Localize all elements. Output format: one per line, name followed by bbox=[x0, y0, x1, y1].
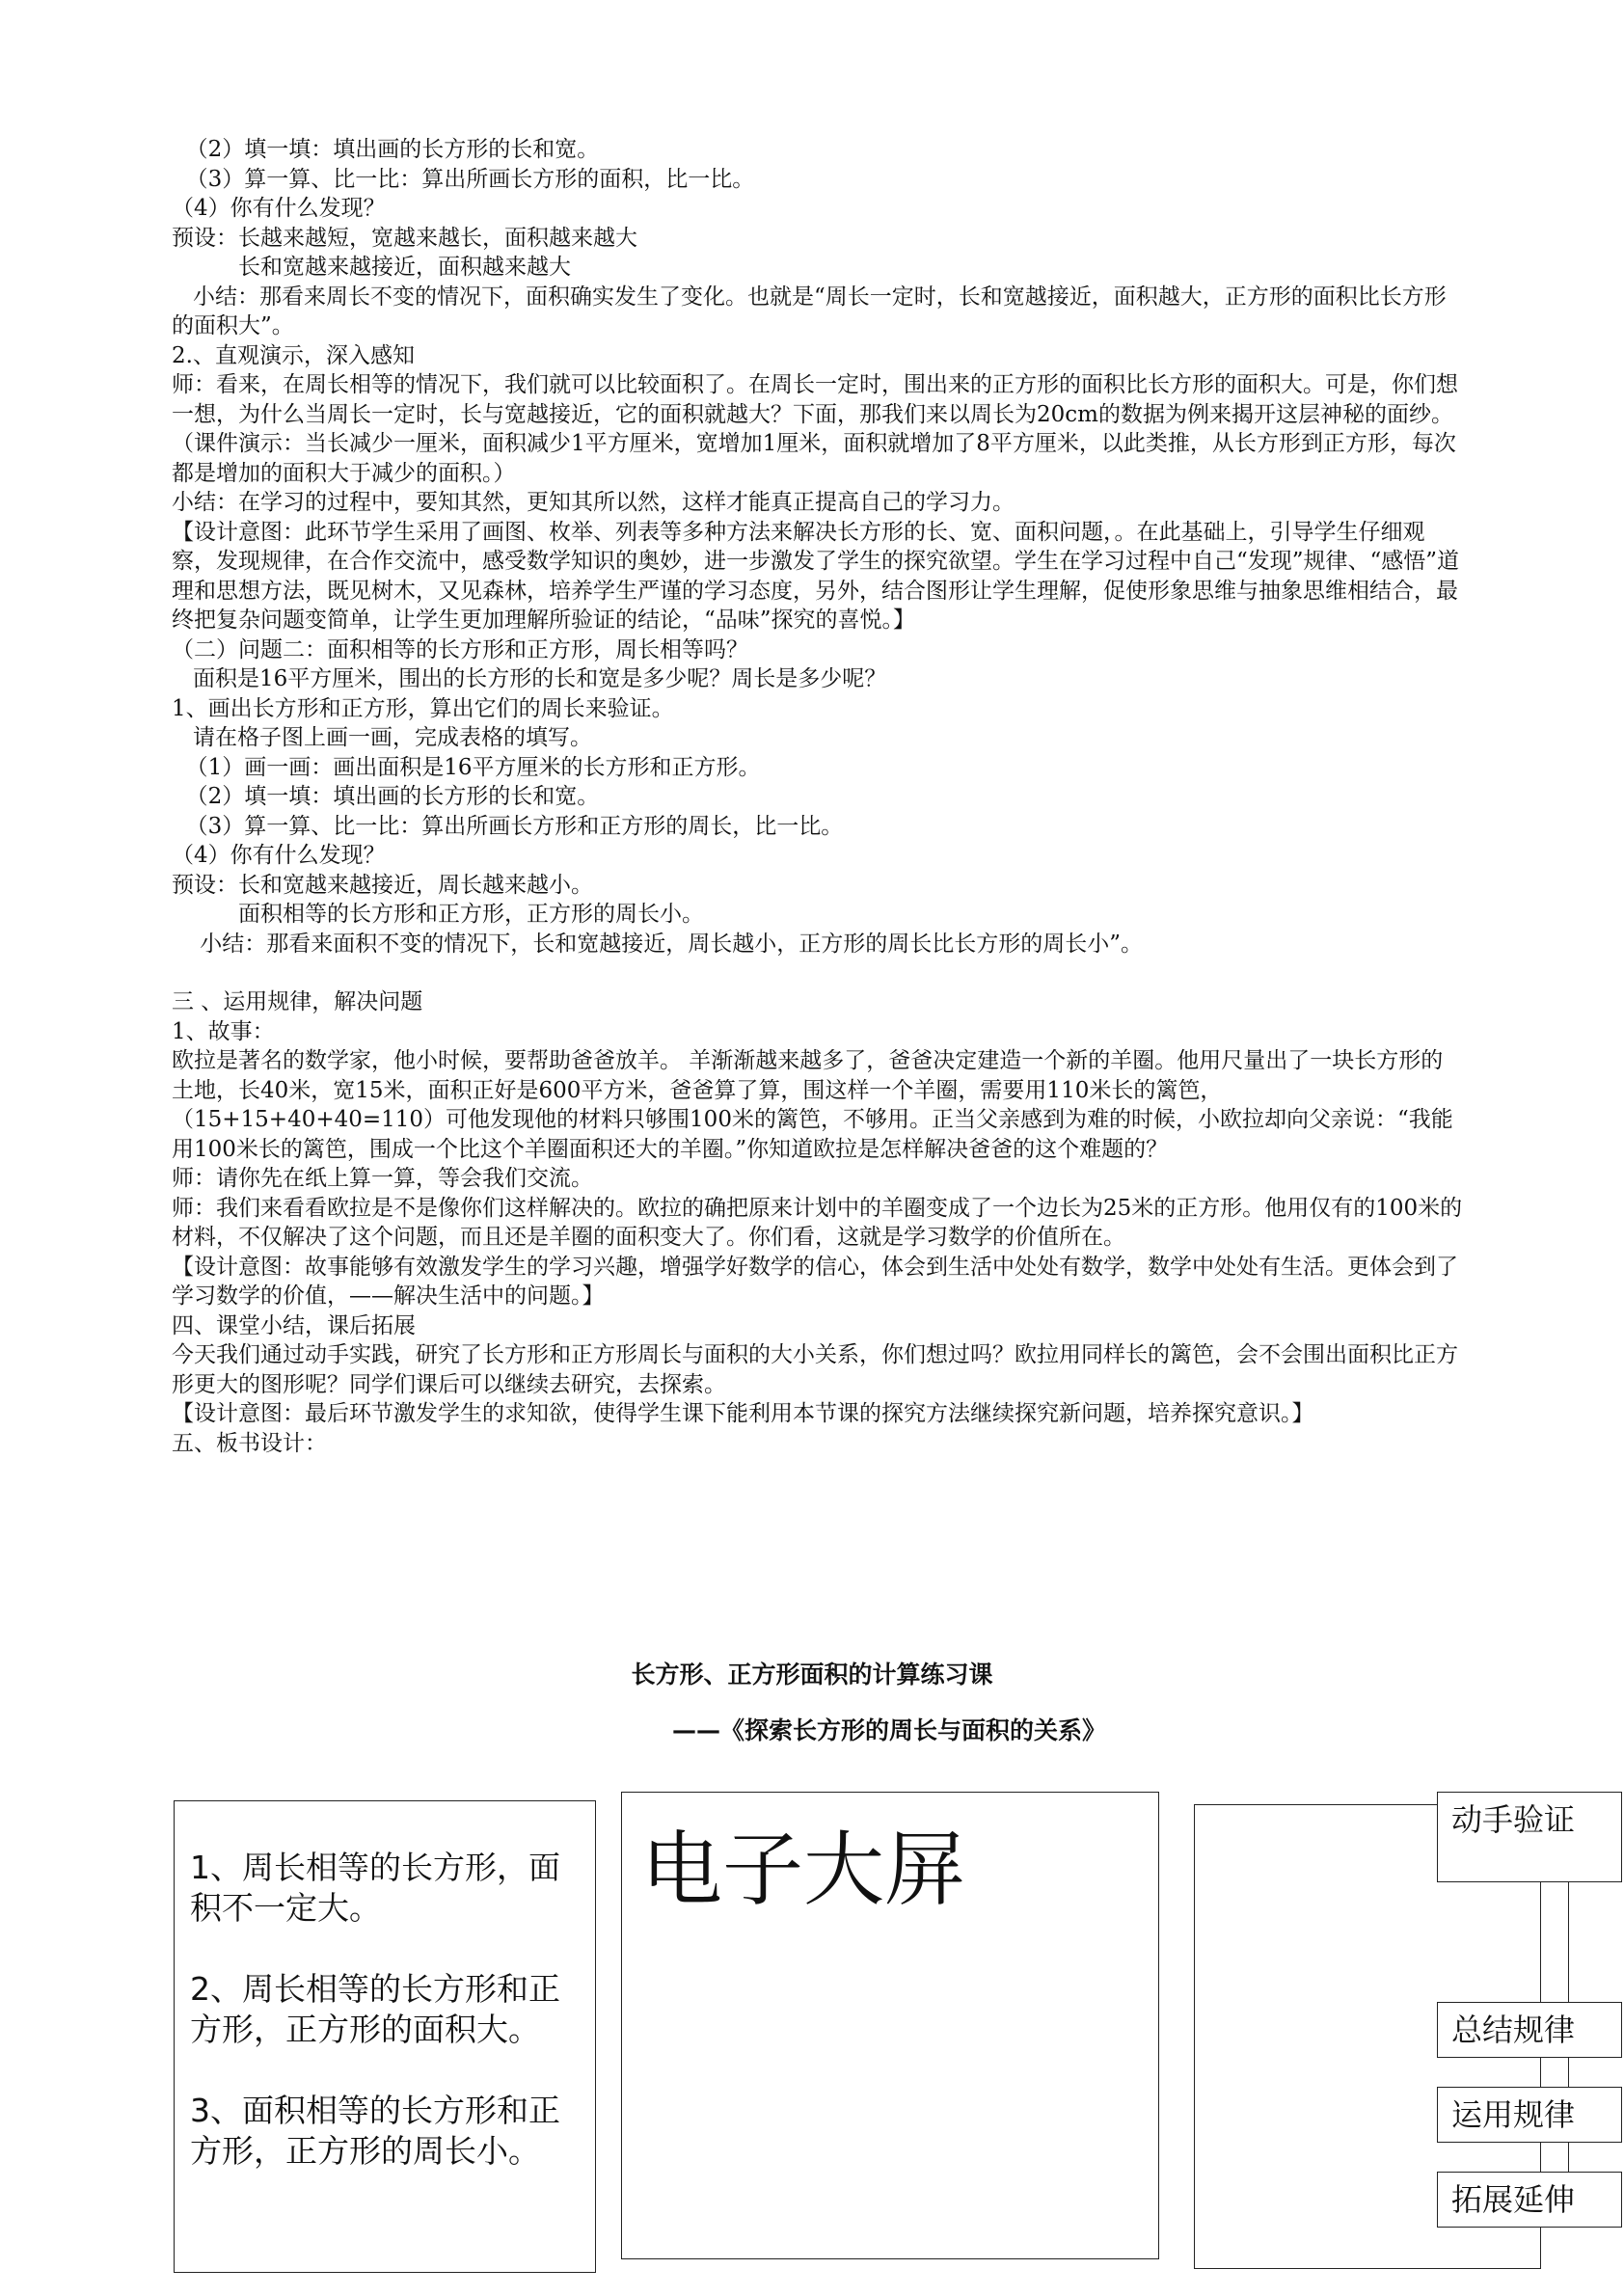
paragraph: 【设计意图：此环节学生采用了画图、枚举、列表等多种方法来解决长方形的长、宽、面积问题，。在此基础上，引导学生仔细观察，发现规律，在合作交流中，感受数学知识的奥妙，进一步激发了学生的探究欲望。学生在学习过程中自己“发现”规律、“感悟”道理和思想方法，既见树木，又见森林，培养学生严谨的学习态度，另外，结合图形让学生理解，促使形象思维与抽象思维相结合，最终把复杂问题变简单，让学生更加理解所验证的结论，“品味”探究的喜悦。】 bbox=[172, 519, 1460, 633]
paragraph: 2.、直观演示，深入感知 bbox=[172, 342, 415, 368]
paragraph: 1、故事： bbox=[172, 1018, 275, 1044]
paragraph: 小结：在学习的过程中，要知其然，更知其所以然，这样才能真正提高自己的学习力。 bbox=[172, 490, 1015, 515]
paragraph: （2）填一填：填出画的长方形的长和宽。 bbox=[172, 784, 600, 809]
board-title: 长方形、正方形面积的计算练习课 bbox=[631, 1661, 993, 1688]
flow-step-verify: 动手验证 bbox=[1437, 1792, 1622, 1882]
electronic-screen-box bbox=[621, 1792, 1159, 2259]
paragraph: 五、板书设计： bbox=[172, 1430, 327, 1456]
paragraph: 师：请你先在纸上算一算，等会我们交流。 bbox=[172, 1166, 593, 1191]
screen-label: 电子大屏 bbox=[641, 1823, 966, 1917]
rule-1: 1、周长相等的长方形，面积不一定大。 bbox=[190, 1849, 560, 1927]
paragraph: 欧拉是著名的数学家，他小时候，要帮助爸爸放羊。 羊渐渐越来越多了，爸爸决定建造一个新的羊圈。他用尺量出了一块长方形的土地，长40米，宽15米，面积正好是600平方米，爸爸算了算，围这样一个羊圈，需要用110米长的篱笆，（15+15+40+40=110）可他发现他的材料只够围100米的篱笆，不够用。正当父亲感到为难的时候，小欧拉却向父亲说：“我能用100米长的篱笆，围成一个比这个羊圈面积还大的羊圈。”你知道欧拉是怎样解决爸爸的这个难题的？ bbox=[172, 1048, 1453, 1162]
flow-connector bbox=[1568, 2143, 1569, 2172]
rules-box bbox=[174, 1800, 596, 2273]
lesson-text bbox=[172, 135, 1464, 1458]
paragraph: （2）填一填：填出画的长方形的长和宽。 bbox=[172, 137, 600, 162]
paragraph: 师：我们来看看欧拉是不是像你们这样解决的。欧拉的确把原来计划中的羊圈变成了一个边长为25米的正方形。他用仅有的100米的材料，不仅解决了这个问题，而且还是羊圈的面积变大了。你们看，这就是学习数学的价值所在。 bbox=[172, 1195, 1463, 1250]
paragraph: 【设计意图：最后环节激发学生的求知欲，使得学生课下能利用本节课的探究方法继续探究新问题，培养探究意识。】 bbox=[172, 1401, 1314, 1426]
paragraph: 长和宽越来越接近，面积越来越大 bbox=[172, 255, 571, 280]
board-subtitle: ——《探索长方形的周长与面积的关系》 bbox=[671, 1716, 1106, 1744]
paragraph: （1）画一画：画出面积是16平方厘米的长方形和正方形。 bbox=[172, 754, 761, 780]
paragraph: （4）你有什么发现？ bbox=[172, 843, 386, 868]
paragraph bbox=[172, 959, 1464, 987]
rule-2: 2、周长相等的长方形和正方形，正方形的面积大。 bbox=[190, 1970, 560, 2048]
flow-step-extend: 拓展延伸 bbox=[1437, 2172, 1622, 2228]
paragraph: 面积是16平方厘米，围出的长方形的长和宽是多少呢？周长是多少呢？ bbox=[172, 666, 887, 691]
paragraph: 四、课堂小结，课后拓展 bbox=[172, 1312, 416, 1338]
paragraph: （4）你有什么发现？ bbox=[172, 196, 386, 221]
flow-step-apply: 运用规律 bbox=[1437, 2087, 1622, 2143]
paragraph: 小结：那看来周长不变的情况下，面积确实发生了变化。也就是“周长一定时，长和宽越接近，面积越大，正方形的面积比长方形的面积大”。 bbox=[172, 284, 1447, 338]
rule-3: 3、面积相等的长方形和正方形，正方形的周长小。 bbox=[190, 2092, 560, 2170]
paragraph: 预设：长越来越短，宽越来越长，面积越来越大 bbox=[172, 225, 637, 251]
paragraph: 师：看来，在周长相等的情况下，我们就可以比较面积了。在周长一定时，围出来的正方形的面积比长方形的面积大。可是，你们想一想，为什么当周长一定时，长与宽越接近，它的面积就越大？下面，那我们来以周长为20cm的数据为例来揭开这层神秘的面纱。（课件演示：当长减少一厘米，面积减少1平方厘米，宽增加1厘米，面积就增加了8平方厘米，以此类推，从长方形到正方形，每次都是增加的面积大于减少的面积。） bbox=[172, 372, 1458, 486]
paragraph: 【设计意图：故事能够有效激发学生的学习兴趣，增强学好数学的信心，体会到生活中处处有数学，数学中处处有生活。更体会到了学习数学的价值，——解决生活中的问题。】 bbox=[172, 1254, 1458, 1309]
paragraph: 1、画出长方形和正方形，算出它们的周长来验证。 bbox=[172, 695, 674, 721]
paragraph: （3）算一算、比一比：算出所画长方形的面积，比一比。 bbox=[172, 166, 755, 192]
paragraph: （二）问题二：面积相等的长方形和正方形，周长相等吗？ bbox=[172, 636, 748, 662]
paragraph: 面积相等的长方形和正方形，正方形的周长小。 bbox=[172, 902, 704, 927]
flow-connector bbox=[1568, 2058, 1569, 2087]
paragraph: 今天我们通过动手实践，研究了长方形和正方形周长与面积的大小关系，你们想过吗？欧拉用同样长的篱笆，会不会围出面积比正方形更大的图形呢？同学们课后可以继续去研究，去探索。 bbox=[172, 1342, 1458, 1397]
flow-step-summarize: 总结规律 bbox=[1437, 2002, 1622, 2058]
paragraph: （3）算一算、比一比：算出所画长方形和正方形的周长，比一比。 bbox=[172, 813, 844, 839]
flow-connector bbox=[1568, 1882, 1569, 2002]
paragraph: 小结：那看来面积不变的情况下，长和宽越接近，周长越小，正方形的周长比长方形的周长小”。 bbox=[172, 931, 1144, 957]
paragraph: 三 、运用规律，解决问题 bbox=[172, 989, 423, 1014]
paragraph: 预设：长和宽越来越接近，周长越来越小。 bbox=[172, 872, 593, 898]
paragraph: 请在格子图上画一画，完成表格的填写。 bbox=[172, 725, 592, 750]
